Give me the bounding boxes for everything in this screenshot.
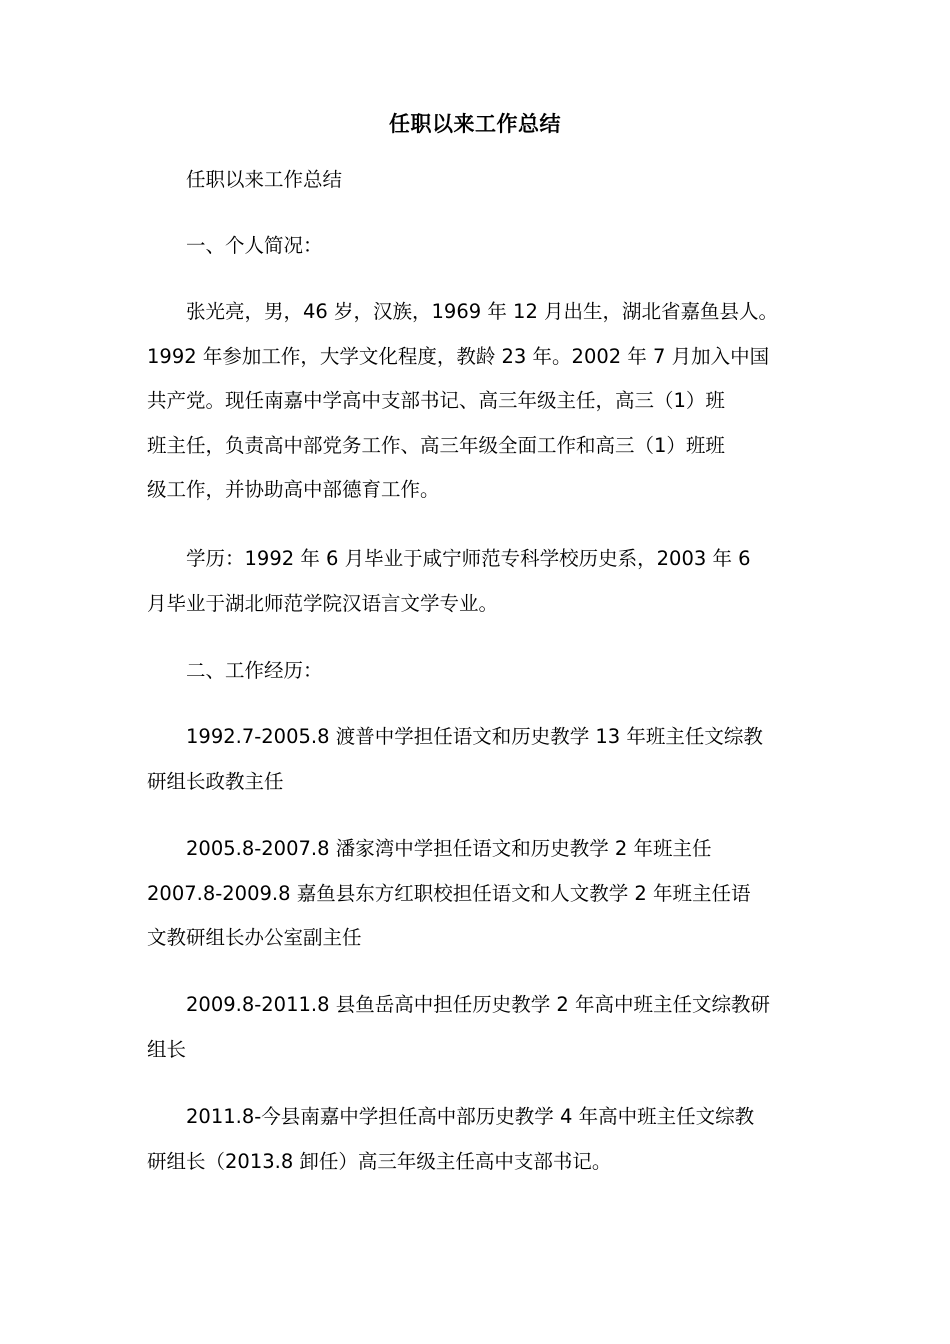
section-heading-personal — [147, 224, 827, 269]
text-line: 学历：1992 年 6 月毕业于咸宁师范专科学校历史系，2003 年 6 — [186, 547, 751, 570]
work-history-entry — [147, 827, 827, 961]
text-line: 1992.7-2005.8 渡普中学担任语文和历史教学 13 年班主任文综教 — [186, 725, 763, 748]
section-heading-work-history — [147, 649, 827, 694]
text-line: 张光亮，男，46 岁，汉族，1969 年 12 月出生，湖北省嘉鱼县人。 — [186, 300, 779, 323]
work-history-entry — [147, 715, 827, 804]
text-line: 2005.8-2007.8 潘家湾中学担任语文和历史教学 2 年班主任 — [186, 837, 712, 860]
text-line: 一、个人简况： — [186, 234, 323, 257]
text-line: 2009.8-2011.8 县鱼岳高中担任历史教学 2 年高中班主任文综教研 — [186, 993, 771, 1016]
text-line: 研组长（2013.8 卸任）高三年级主任高中支部书记。 — [147, 1149, 612, 1173]
text-line: 2011.8-今县南嘉中学担任高中部历史教学 4 年高中班主任文综教 — [186, 1105, 755, 1128]
text-line: 1992 年参加工作，大学文化程度，教龄 23 年。2002 年 7 月加入中国 — [147, 344, 770, 368]
text-line: 2007.8-2009.8 嘉鱼县东方红职校担任语文和人文教学 2 年班主任语 — [147, 881, 751, 905]
text-line: 级工作，并协助高中部德育工作。 — [147, 478, 440, 502]
text-line: 组长 — [147, 1037, 187, 1061]
text-line: 月毕业于湖北师范学院汉语言文学专业。 — [147, 591, 499, 615]
text-line: 班主任，负责高中部党务工作、高三年级全面工作和高三（1）班班 — [147, 433, 725, 457]
paragraph-education — [147, 537, 827, 626]
text-line: 文教研组长办公室副主任 — [147, 926, 362, 950]
paragraph-subtitle — [147, 158, 827, 203]
work-history-entry — [147, 1095, 827, 1184]
paragraph-personal-profile — [147, 290, 827, 513]
document-title: 任职以来工作总结 — [389, 112, 561, 136]
text-line: 二、工作经历： — [186, 659, 323, 682]
text-line: 任职以来工作总结 — [186, 168, 343, 191]
work-history-entry — [147, 983, 827, 1072]
text-line: 共产党。现任南嘉中学高中支部书记、高三年级主任，高三（1）班 — [147, 389, 725, 413]
text-line: 研组长政教主任 — [147, 769, 284, 793]
